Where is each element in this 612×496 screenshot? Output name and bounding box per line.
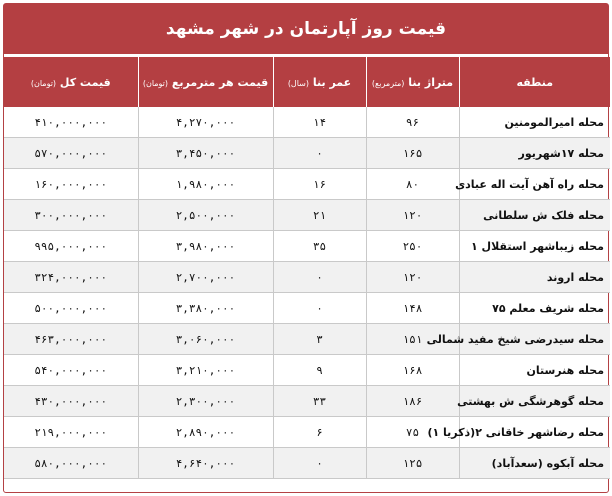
cell-age: ۱۶ (273, 169, 366, 200)
cell-age: ۰ (273, 448, 366, 479)
table-row (4, 169, 610, 200)
cell-size: ۱۴۸ (366, 293, 459, 324)
cell-area: محله آبکوه (سعدآباد) (459, 448, 610, 479)
table-row (4, 386, 610, 417)
cell-total-price: ۹۹۵,۰۰۰,۰۰۰ (4, 231, 138, 262)
cell-total-price: ۴۱۰,۰۰۰,۰۰۰ (4, 107, 138, 138)
header-size: متراژ بنا (مترمربع) (366, 57, 459, 107)
cell-total-price: ۵۰۰,۰۰۰,۰۰۰ (4, 293, 138, 324)
cell-price-per-meter: ۳,۴۵۰,۰۰۰ (138, 138, 273, 169)
cell-price-per-meter: ۱,۹۸۰,۰۰۰ (138, 169, 273, 200)
table-row (4, 200, 610, 231)
cell-price-per-meter: ۴,۲۷۰,۰۰۰ (138, 107, 273, 138)
cell-total-price: ۵۷۰,۰۰۰,۰۰۰ (4, 138, 138, 169)
header-age-unit: (سال) (287, 78, 310, 88)
table-title: قیمت روز آپارتمان در شهر مشهد (4, 4, 608, 57)
cell-size: ۹۶ (366, 107, 459, 138)
cell-total-price: ۵۴۰,۰۰۰,۰۰۰ (4, 355, 138, 386)
cell-size: ۱۶۵ (366, 138, 459, 169)
cell-area: محله گوهرشگی ش بهشتی (459, 386, 610, 417)
cell-age: ۹ (273, 355, 366, 386)
cell-area: محله فلک ش سلطانی (459, 200, 610, 231)
cell-size: ۱۲۵ (366, 448, 459, 479)
header-price-per-meter: قیمت هر مترمربع (تومان) (138, 57, 273, 107)
cell-age: ۲۱ (273, 200, 366, 231)
cell-size: ۱۶۸ (366, 355, 459, 386)
table-row (4, 324, 610, 355)
header-age: عمر بنا (سال) (273, 57, 366, 107)
cell-total-price: ۴۶۳,۰۰۰,۰۰۰ (4, 324, 138, 355)
cell-size: ۷۵ (366, 417, 459, 448)
cell-area: محله زیباشهر استقلال ۱ (459, 231, 610, 262)
header-size-unit: (مترمربع) (371, 78, 405, 88)
cell-age: ۱۴ (273, 107, 366, 138)
table-row (4, 293, 610, 324)
table-row (4, 448, 610, 479)
cell-size: ۱۵۱ (366, 324, 459, 355)
cell-price-per-meter: ۳,۳۸۰,۰۰۰ (138, 293, 273, 324)
price-table-card (3, 3, 609, 493)
table-row (4, 138, 610, 169)
cell-area: محله رضاشهر خاقانی ۲(ذکریا ۱) (459, 417, 610, 448)
table-row (4, 262, 610, 293)
cell-age: ۶ (273, 417, 366, 448)
cell-price-per-meter: ۳,۰۶۰,۰۰۰ (138, 324, 273, 355)
cell-size: ۲۵۰ (366, 231, 459, 262)
cell-price-per-meter: ۲,۳۰۰,۰۰۰ (138, 386, 273, 417)
cell-area: محله اروند (459, 262, 610, 293)
cell-size: ۱۲۰ (366, 262, 459, 293)
header-ppm-unit: (تومان) (142, 78, 169, 88)
header-total-unit: (تومان) (30, 78, 57, 88)
cell-total-price: ۳۰۰,۰۰۰,۰۰۰ (4, 200, 138, 231)
cell-total-price: ۱۶۰,۰۰۰,۰۰۰ (4, 169, 138, 200)
cell-area: محله راه آهن آیت اله عبادی (459, 169, 610, 200)
cell-price-per-meter: ۳,۲۱۰,۰۰۰ (138, 355, 273, 386)
cell-area: محله امیرالمومنین (459, 107, 610, 138)
cell-size: ۸۰ (366, 169, 459, 200)
cell-size: ۱۸۶ (366, 386, 459, 417)
header-area: منطقه (459, 57, 610, 107)
cell-age: ۳۵ (273, 231, 366, 262)
price-table (4, 57, 610, 479)
table-header-row (4, 57, 610, 107)
header-total-price: قیمت کل (تومان) (4, 57, 138, 107)
cell-area: محله ۱۷شهریور (459, 138, 610, 169)
cell-total-price: ۴۳۰,۰۰۰,۰۰۰ (4, 386, 138, 417)
cell-age: ۳ (273, 324, 366, 355)
cell-age: ۳۳ (273, 386, 366, 417)
cell-price-per-meter: ۴,۶۴۰,۰۰۰ (138, 448, 273, 479)
cell-price-per-meter: ۲,۵۰۰,۰۰۰ (138, 200, 273, 231)
table-row (4, 417, 610, 448)
cell-area: محله سیدرضی شیخ مفید شمالی (459, 324, 610, 355)
cell-area: محله هنرستان (459, 355, 610, 386)
cell-price-per-meter: ۲,۸۹۰,۰۰۰ (138, 417, 273, 448)
cell-age: ۰ (273, 138, 366, 169)
table-row (4, 355, 610, 386)
cell-total-price: ۳۲۴,۰۰۰,۰۰۰ (4, 262, 138, 293)
cell-price-per-meter: ۲,۷۰۰,۰۰۰ (138, 262, 273, 293)
cell-total-price: ۵۸۰,۰۰۰,۰۰۰ (4, 448, 138, 479)
cell-total-price: ۲۱۹,۰۰۰,۰۰۰ (4, 417, 138, 448)
table-row (4, 231, 610, 262)
cell-age: ۰ (273, 262, 366, 293)
table-row (4, 107, 610, 138)
cell-area: محله شریف معلم ۷۵ (459, 293, 610, 324)
cell-price-per-meter: ۳,۹۸۰,۰۰۰ (138, 231, 273, 262)
cell-age: ۰ (273, 293, 366, 324)
cell-size: ۱۲۰ (366, 200, 459, 231)
